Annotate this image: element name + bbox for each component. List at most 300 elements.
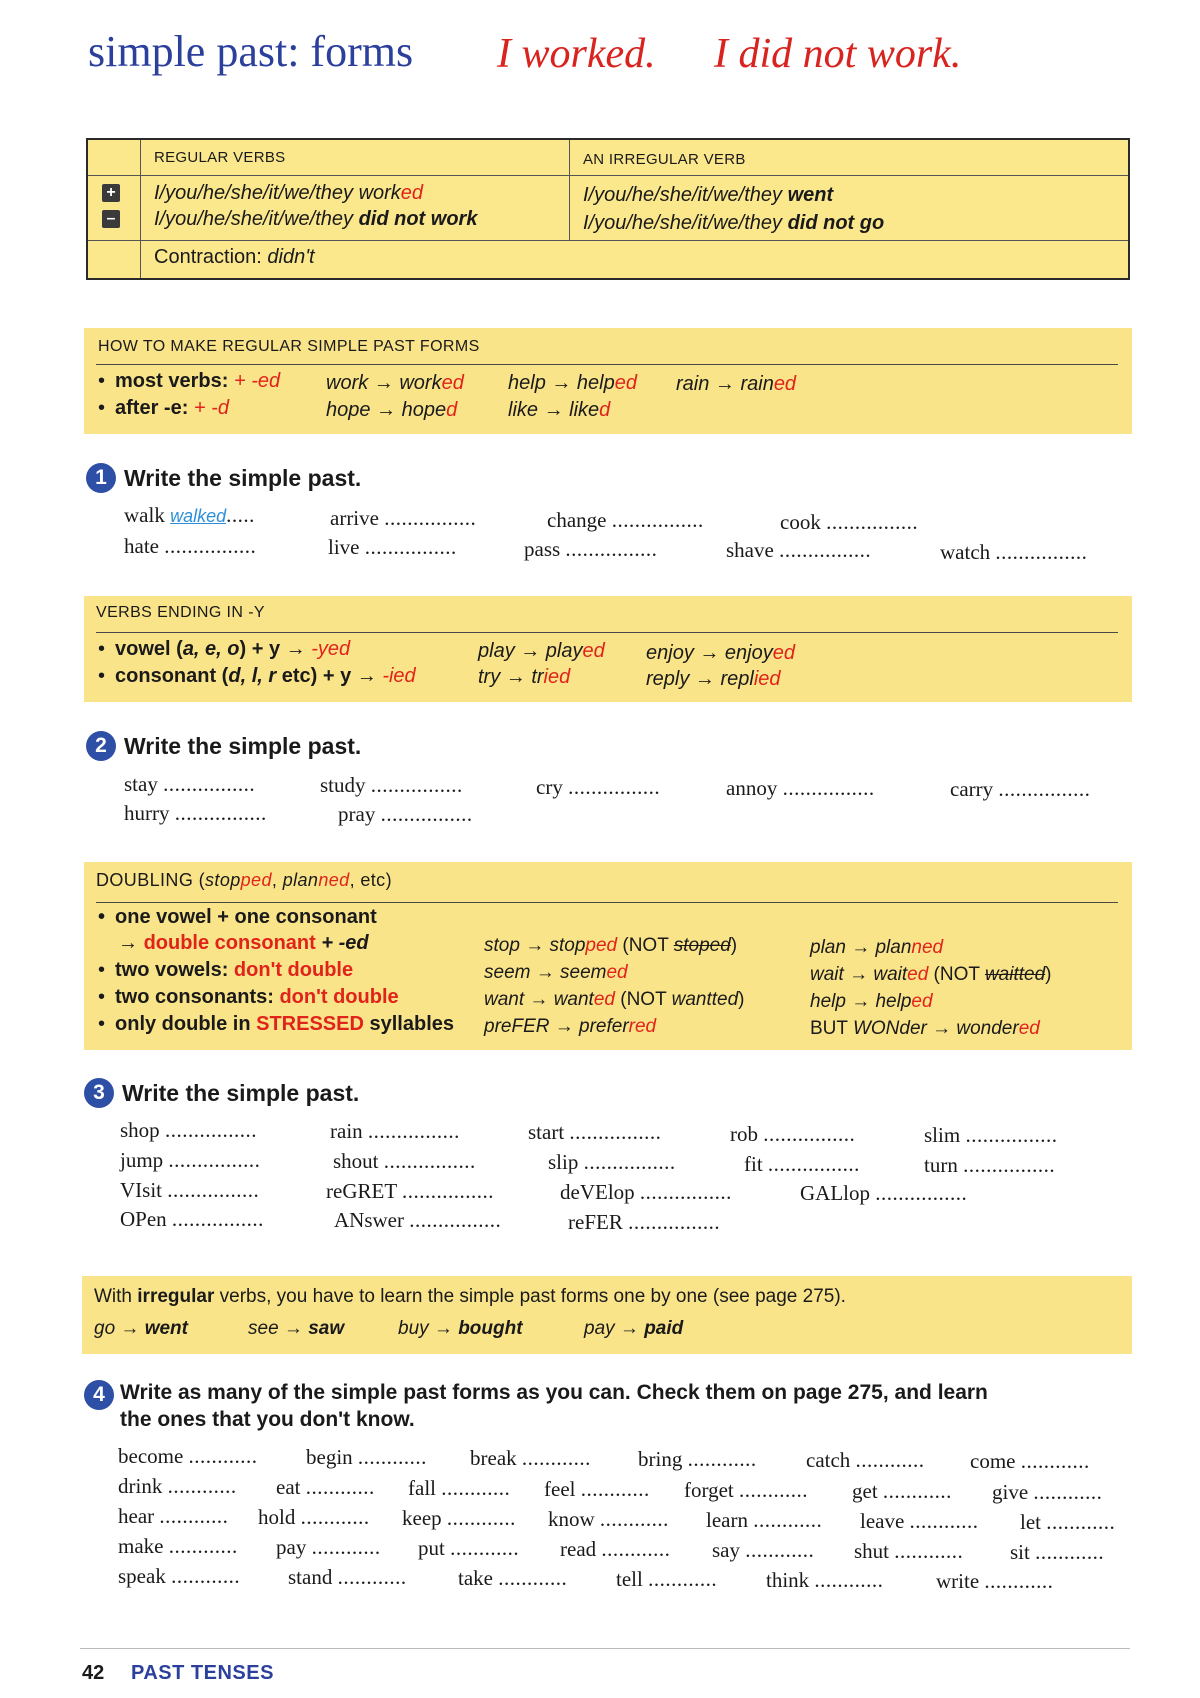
rule-label: after -e: [115,397,194,419]
exercise-item [333,1149,476,1174]
item-word: shout [333,1149,379,1173]
answer-blank[interactable]: ............ [599,1507,669,1531]
answer-blank[interactable]: ............ [188,1444,258,1468]
exercise-item [124,503,255,528]
exercise-item [568,1210,720,1235]
answer-blank[interactable]: ................ [367,1119,460,1143]
example-base: like → like [508,399,600,421]
answer-blank[interactable]: ............ [1046,1510,1116,1534]
exercise-number-badge: 1 [86,463,116,493]
example-seem [484,962,628,984]
subject-list: I/you/he/she/it/we/they [583,212,788,234]
exercise-item [536,775,660,800]
rule-letters: d, l, r [228,665,277,687]
example-base: preFER → prefer [484,1016,629,1037]
irregular-positive-form [583,184,833,207]
answer-blank[interactable]: ................ [611,508,704,532]
rule-label: vowel ( [115,638,183,660]
answer-blank[interactable]: ................ [565,537,658,561]
exercise-item [744,1152,860,1177]
exercise-item [800,1181,967,1206]
rule-label: consonant ( [115,665,229,687]
answer-blank[interactable]: ................ [767,1152,860,1176]
example-past: saw [308,1318,345,1339]
answer-blank[interactable]: ............ [311,1535,381,1559]
exercise-item [684,1478,808,1503]
example-ending: ed [911,991,933,1012]
answer-blank[interactable]: ................ [826,510,919,534]
regular-positive-form [154,182,423,205]
rule-value: STRESSED [256,1013,364,1035]
rule-value: -ied [382,665,416,687]
example-base: pay → [584,1318,645,1339]
rule-two-vowels [98,959,353,982]
subject-list: I/you/he/she/it/we/they [154,208,359,230]
rule-consonant-y [98,665,416,688]
rule-arrow: → [118,932,144,954]
answer-blank[interactable]: ............ [814,1568,884,1592]
rule-vowel-y [98,638,350,661]
exercise-number-badge: 3 [84,1078,114,1108]
item-word: reFER [568,1210,623,1234]
answer-blank[interactable]: ............ [894,1539,964,1563]
exercise-item [548,1507,669,1532]
exercise-item [528,1120,661,1145]
answer-blank[interactable]: ............ [601,1537,671,1561]
heading-example: stop [205,870,241,890]
rule-two-consonants [98,986,399,1009]
rule-one-vowel: • one vowel + one consonant [98,906,377,929]
box-heading: HOW TO MAKE REGULAR SIMPLE PAST FORMS [98,338,480,355]
item-word: write [936,1569,980,1593]
answer-blank[interactable]: ................ [380,802,473,826]
example-help [508,372,637,395]
exercise-number-badge: 4 [84,1380,114,1410]
answer-blank[interactable]: ............ [580,1477,650,1501]
answer-blank[interactable]: ................ [782,776,875,800]
exercise-item [547,508,704,533]
answer-blank[interactable]: ................ [763,1122,856,1146]
item-word: pay [276,1535,307,1559]
example-ending: ied [543,666,571,688]
item-word: jump [120,1148,164,1172]
answer-blank[interactable]: ................ [779,538,872,562]
item-word: ANswer [334,1208,404,1232]
exercise-item [330,1119,460,1144]
example-ending: ed [1018,1018,1040,1039]
not-label: ) [730,935,738,956]
rule-label: ) + y → [239,638,312,660]
answer-blank[interactable]: ................ [168,1148,261,1172]
heading-text: DOUBLING ( [96,870,206,890]
item-word: know [548,1507,595,1531]
not-label: ) [1045,964,1052,985]
box-rule [96,902,1118,903]
answer-blank[interactable]: ................ [384,506,477,530]
exercise-item [936,1569,1053,1594]
example-wonder [810,1018,1040,1040]
exercise-item [470,1446,591,1471]
answer-blank[interactable]: ............ [450,1536,520,1560]
rule-most-verbs [98,370,280,393]
title-example-positive: I worked. [497,31,656,77]
answer-blank[interactable]: ............ [1035,1540,1105,1564]
item-word: turn [924,1153,958,1177]
answer-blank[interactable]: ............ [909,1509,979,1533]
example-work [326,372,464,395]
item-word: take [458,1566,493,1590]
example-past: paid [644,1318,684,1339]
exercise-item [780,510,918,535]
item-word: shut [854,1539,890,1563]
item-word: study [320,773,366,797]
answer-blank[interactable]: ................ [383,1149,476,1173]
exercise-item [992,1480,1102,1505]
example-reply [646,668,781,691]
example-base: play → play [478,640,583,662]
rule-value: don't double [233,959,354,981]
box-heading: VERBS ENDING IN -Y [96,604,266,621]
exercise-item [806,1448,925,1473]
example-ending: d [599,399,611,421]
ending: ed [400,182,424,204]
irregular-negative-form [583,212,884,235]
item-word: walk [124,503,165,527]
rule-stressed-syllables [98,1013,454,1036]
table-divider [569,140,570,240]
item-word: pass [524,537,561,561]
minus-icon: – [102,210,120,228]
answer-blank[interactable]: ................ [568,775,661,799]
example-ending: ed [593,989,615,1010]
exercise-item [1020,1510,1115,1535]
note-text: verbs, you have to learn the simple past forms one by one (see page 275). [214,1286,846,1307]
rule-letters: a, e, o [182,638,240,660]
item-word: break [470,1446,517,1470]
answer-blank[interactable]: ................ [364,535,457,559]
answer-field[interactable]: walked [170,506,227,526]
answer-blank[interactable]: ............ [498,1566,568,1590]
heading-example: plan [282,870,319,890]
exercise-item [706,1508,822,1533]
heading-ending: ped [240,870,272,890]
answer-blank[interactable]: ................ [965,1123,1058,1147]
rule-value: + -d [193,397,229,419]
exercise-item [120,1207,264,1232]
answer-blank[interactable]: ................ [402,1179,495,1203]
exercise-item [560,1180,732,1205]
regular-verbs-header: REGULAR VERBS [154,149,286,166]
exercise-heading: Write as many of the simple past forms as you can. Check them on page 275, and learn [120,1381,988,1404]
exercise-item [330,506,476,531]
exercise-item [338,802,473,827]
answer-blank[interactable]: ............ [305,1475,375,1499]
answer-blank[interactable]: ................ [963,1153,1056,1177]
example-ending: ed [614,372,637,394]
exercise-item [638,1447,757,1472]
note-emphasis: irregular [137,1286,215,1307]
example-stop [484,935,737,957]
exercise-heading: Write the simple past. [124,465,362,491]
exercise-item [320,773,463,798]
exercise-item [544,1477,650,1502]
answer-blank[interactable]: ................ [995,540,1088,564]
exercise-item [852,1479,952,1504]
contraction-value: didn't [267,246,315,268]
example-ending: ed [441,372,464,394]
rule-label: two consonants: [115,986,280,1008]
regular-negative-form [154,208,477,231]
answer-blank[interactable]: ................ [164,534,257,558]
negative-verb: did not work [358,208,478,230]
item-word: live [328,535,360,559]
item-word: catch [806,1448,851,1472]
example-base: help → help [810,991,912,1012]
not-label: (NOT [614,989,672,1010]
box-heading [96,870,392,891]
item-word: give [992,1480,1029,1504]
answer-blank[interactable]: ............ [745,1538,815,1562]
wrong-form: waitted [984,964,1046,985]
answer-blank[interactable]: ............ [168,1534,238,1558]
item-word: sit [1010,1540,1030,1564]
item-word: stay [124,772,158,796]
example-base: WONder → wonder [852,1018,1019,1039]
answer-blank[interactable]: ................ [875,1181,968,1205]
exercise-item [730,1122,855,1147]
item-word: carry [950,777,994,801]
answer-blank[interactable]: ..... [226,503,255,527]
example-like [508,399,610,422]
example-base: rain → rain [676,373,774,395]
irregular-verb-header: AN IRREGULAR VERB [583,151,746,168]
exercise-item [124,772,255,797]
answer-blank[interactable]: ................ [569,1120,662,1144]
item-word: become [118,1444,184,1468]
example-want [484,989,745,1011]
answer-blank[interactable]: ............ [984,1569,1054,1593]
example-base: plan → plan [810,937,912,958]
example-buy [398,1318,523,1340]
example-base: hope → hope [326,399,447,421]
answer-blank[interactable]: ............ [159,1504,229,1528]
example-past: bought [458,1318,523,1339]
answer-blank[interactable]: ............ [739,1478,809,1502]
exercise-item [120,1118,257,1143]
item-word: learn [706,1508,748,1532]
example-base: enjoy → enjoy [646,642,773,664]
item-word: slim [924,1123,961,1147]
answer-blank[interactable]: ................ [370,773,463,797]
example-base: buy → [398,1318,459,1339]
answer-blank[interactable]: ............ [446,1506,516,1530]
example-ending: ned [911,937,944,958]
answer-blank[interactable]: ............ [167,1474,237,1498]
exercise-item [408,1476,510,1501]
subject-list: I/you/he/she/it/we/they [583,184,788,206]
answer-blank[interactable]: ................ [628,1210,721,1234]
negative-verb: did not go [787,212,885,234]
item-word: forget [684,1478,734,1502]
answer-blank[interactable]: ................ [174,801,267,825]
exercise-item [124,801,267,826]
exercise-item [118,1534,238,1559]
item-word: fall [408,1476,436,1500]
item-word: slip [548,1150,579,1174]
exercise-item [118,1564,240,1589]
item-word: say [712,1538,740,1562]
rule-label: two vowels: [115,959,234,981]
example-base: work → work [326,372,442,394]
exercise-item [288,1565,407,1590]
answer-blank[interactable]: ............ [357,1445,427,1469]
item-word: stand [288,1565,333,1589]
item-word: shave [726,538,774,562]
answer-blank[interactable]: ............ [337,1565,407,1589]
item-word: annoy [726,776,778,800]
table-divider [140,140,141,278]
title-example-negative: I did not work. [714,31,962,77]
item-word: eat [276,1475,301,1499]
example-base: reply → repl [646,668,754,690]
answer-blank[interactable]: ............ [882,1479,952,1503]
item-word: feel [544,1477,576,1501]
answer-blank[interactable]: ............ [855,1448,925,1472]
plus-icon: + [102,184,120,202]
verb-stem: work [358,182,401,204]
rule-label: etc) + y → [276,665,383,687]
answer-blank[interactable]: ............ [1020,1449,1090,1473]
irregular-note [94,1286,846,1308]
item-word: OPen [120,1207,167,1231]
item-word: think [766,1568,810,1592]
answer-blank[interactable]: ............ [687,1447,757,1471]
example-plan [810,937,943,959]
but-label: BUT [810,1018,853,1039]
item-word: deVElop [560,1180,635,1204]
answer-blank[interactable]: ............ [753,1508,823,1532]
item-word: cry [536,775,563,799]
rule-label: syllables [363,1013,454,1035]
example-ending: ied [753,668,781,690]
item-word: shop [120,1118,160,1142]
item-word: put [418,1536,445,1560]
item-word: rain [330,1119,363,1143]
item-word: GALlop [800,1181,870,1205]
item-word: tell [616,1567,643,1591]
answer-blank[interactable]: ................ [583,1150,676,1174]
item-word: reGRET [326,1179,397,1203]
example-wait [810,964,1051,986]
example-ending: red [628,1016,657,1037]
exercise-item [860,1509,979,1534]
item-word: VIsit [120,1178,162,1202]
answer-blank[interactable]: ................ [409,1208,502,1232]
table-divider [88,240,1128,241]
example-go [94,1318,188,1340]
item-word: let [1020,1510,1041,1534]
item-word: change [547,508,607,532]
rule-value: double consonant [143,932,316,954]
exercise-item [118,1474,237,1499]
item-word: make [118,1534,164,1558]
answer-blank[interactable]: ................ [164,1118,257,1142]
answer-blank[interactable]: ................ [163,772,256,796]
example-try [478,666,570,689]
exercise-item [712,1538,814,1563]
item-word: leave [860,1509,905,1533]
exercise-item [854,1539,963,1564]
answer-blank[interactable]: ............ [648,1567,718,1591]
wrong-form: stoped [673,935,731,956]
item-word: arrive [330,506,379,530]
exercise-item [970,1449,1090,1474]
rule-value: don't double [279,986,399,1008]
answer-blank[interactable]: ................ [639,1180,732,1204]
exercise-number-badge: 2 [86,731,116,761]
rule-label: most verbs: [115,370,234,392]
rule-after-e [98,397,229,420]
subject-list: I/you/he/she/it/we/they [154,182,359,204]
exercise-item [924,1153,1055,1178]
exercise-item [1010,1540,1104,1565]
answer-blank[interactable]: ................ [171,1207,264,1231]
not-label: (NOT [928,964,985,985]
box-rule [96,632,1118,633]
answer-blank[interactable]: ............ [441,1476,511,1500]
heading-text: , [271,870,283,890]
footer-divider [80,1648,1130,1649]
answer-blank[interactable]: ................ [998,777,1091,801]
answer-blank[interactable]: ................ [167,1178,260,1202]
answer-blank[interactable]: ............ [521,1446,591,1470]
answer-blank[interactable]: ............ [171,1564,241,1588]
answer-blank[interactable]: ............ [300,1505,370,1529]
exercise-item [726,776,875,801]
example-ending: d [446,399,458,421]
example-past: went [144,1318,188,1339]
exercise-item [548,1150,676,1175]
exercise-item [726,538,871,563]
item-word: speak [118,1564,166,1588]
answer-blank[interactable]: ............ [1033,1480,1103,1504]
exercise-item [276,1535,381,1560]
page-number: 42 [82,1662,105,1684]
item-word: start [528,1120,565,1144]
section-title: PAST TENSES [131,1662,274,1684]
exercise-item [560,1537,670,1562]
not-label: ) [738,989,745,1010]
rule-value: -yed [311,638,351,660]
example-ending: ed [907,964,929,985]
example-see [248,1318,344,1340]
exercise-item [328,535,457,560]
item-word: begin [306,1445,353,1469]
exercise-item [458,1566,567,1591]
exercise-item [326,1179,494,1204]
rule-label: only double in [115,1013,257,1035]
exercise-item [118,1504,228,1529]
not-label: (NOT [617,935,674,956]
item-word: rob [730,1122,758,1146]
example-base: stop → stop [484,935,586,956]
exercise-item [334,1208,501,1233]
example-pay [584,1318,683,1340]
example-base: wait → wait [810,964,908,985]
exercise-item [120,1148,260,1173]
example-help [810,991,933,1013]
exercise-item [524,537,657,562]
